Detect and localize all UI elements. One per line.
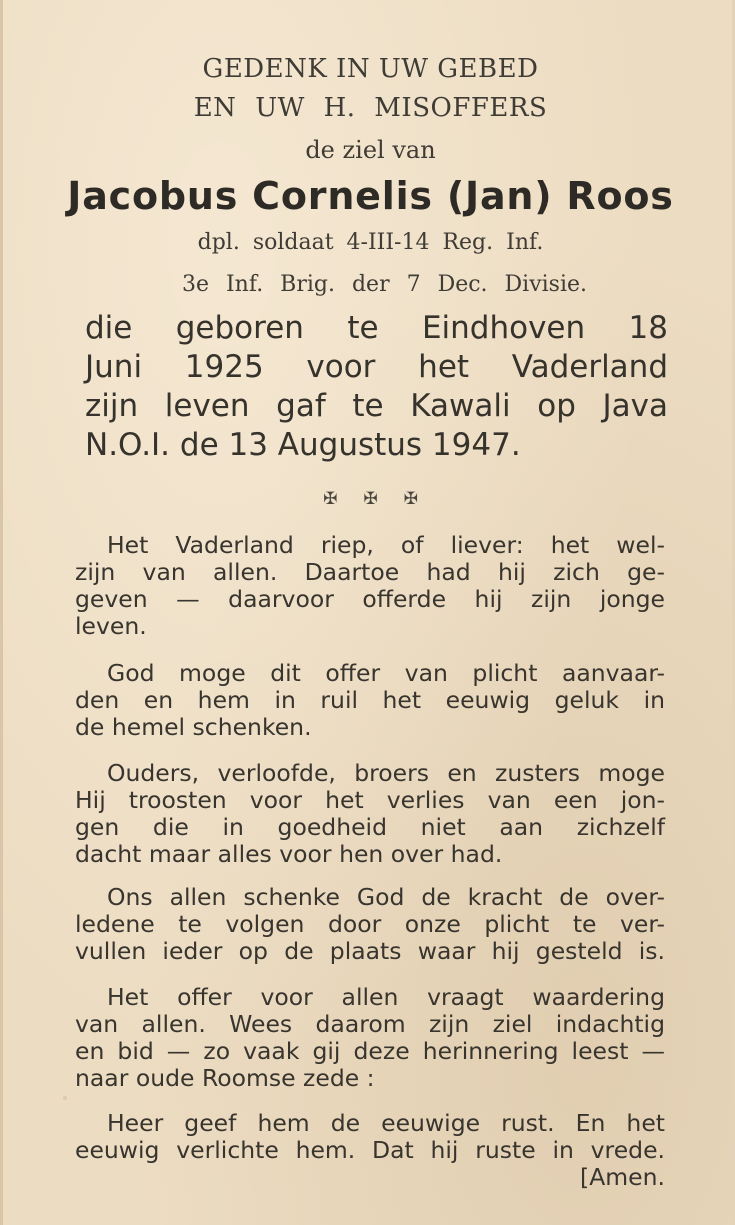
paper-spot bbox=[63, 1096, 67, 1100]
text-line: Het Vaderland riep, of liever: het wel- bbox=[107, 531, 665, 559]
paragraph-3 bbox=[75, 760, 665, 868]
text-line: gen die in goedheid niet aan zichzelf bbox=[75, 813, 665, 841]
text-line: Het offer voor allen vraagt waardering bbox=[107, 983, 665, 1011]
text-line: dacht maar alles voor hen over had. bbox=[75, 840, 503, 868]
text-line: Heer geef hem de eeuwige rust. En het bbox=[107, 1109, 665, 1137]
text-line: geven — daarvoor offerde hij zijn jonge bbox=[75, 585, 665, 613]
military-unit: 3e Inf. Brig. der 7 Dec. Divisie. bbox=[181, 272, 588, 297]
text-line: Ons allen schenke God de kracht de over- bbox=[107, 883, 665, 911]
closing-prayer bbox=[75, 1110, 665, 1191]
text-line: vullen ieder op de plaats waar hij gesteld is. bbox=[75, 937, 665, 965]
header-line-3: de ziel van bbox=[305, 136, 436, 164]
paragraph-2 bbox=[75, 660, 665, 741]
text-line: God moge dit offer van plicht aanvaar- bbox=[107, 659, 665, 687]
cross-ornament: ✠✠✠ bbox=[323, 489, 444, 509]
paragraph-5 bbox=[75, 984, 665, 1092]
text-line: eeuwig verlichte hem. Dat hij ruste in vrede. bbox=[75, 1136, 665, 1164]
paper-spot bbox=[643, 402, 646, 405]
bio-line: zijn leven gaf te Kawali op Java bbox=[85, 388, 668, 424]
text-line: den en hem in ruil het eeuwig geluk in bbox=[75, 686, 665, 714]
bio-line: Juni 1925 voor het Vaderland bbox=[85, 349, 668, 385]
text-line: zijn van allen. Daartoe had hij zich ge- bbox=[75, 558, 665, 586]
text-line: ledene te volgen door onze plicht te ver- bbox=[75, 910, 665, 938]
text-line: Hij troosten voor het verlies van een jon- bbox=[75, 786, 665, 814]
bio-line: die geboren te Eindhoven 18 bbox=[85, 310, 668, 346]
header-line-1: GEDENK IN UW GEBED bbox=[202, 54, 539, 84]
text-line: de hemel schenken. bbox=[75, 713, 312, 741]
header-line-2: EN UW H. MISOFFERS bbox=[193, 93, 548, 123]
text-line: leven. bbox=[75, 612, 147, 640]
paragraph-1 bbox=[75, 532, 665, 640]
text-line: van allen. Wees daarom zijn ziel indachtig bbox=[75, 1010, 665, 1038]
text-line: en bid — zo vaak gij deze herinnering leest — bbox=[75, 1037, 665, 1065]
paragraph-4 bbox=[75, 884, 665, 965]
amen-line: [Amen. bbox=[580, 1163, 665, 1191]
deceased-name: Jacobus Cornelis (Jan) Roos bbox=[67, 174, 674, 218]
military-rank: dpl. soldaat 4-III-14 Reg. Inf. bbox=[197, 230, 544, 255]
bio-line: N.O.I. de 13 Augustus 1947. bbox=[85, 427, 521, 463]
text-line: Ouders, verloofde, broers en zusters moge bbox=[107, 759, 665, 787]
text-line: naar oude Roomse zede : bbox=[75, 1064, 375, 1092]
